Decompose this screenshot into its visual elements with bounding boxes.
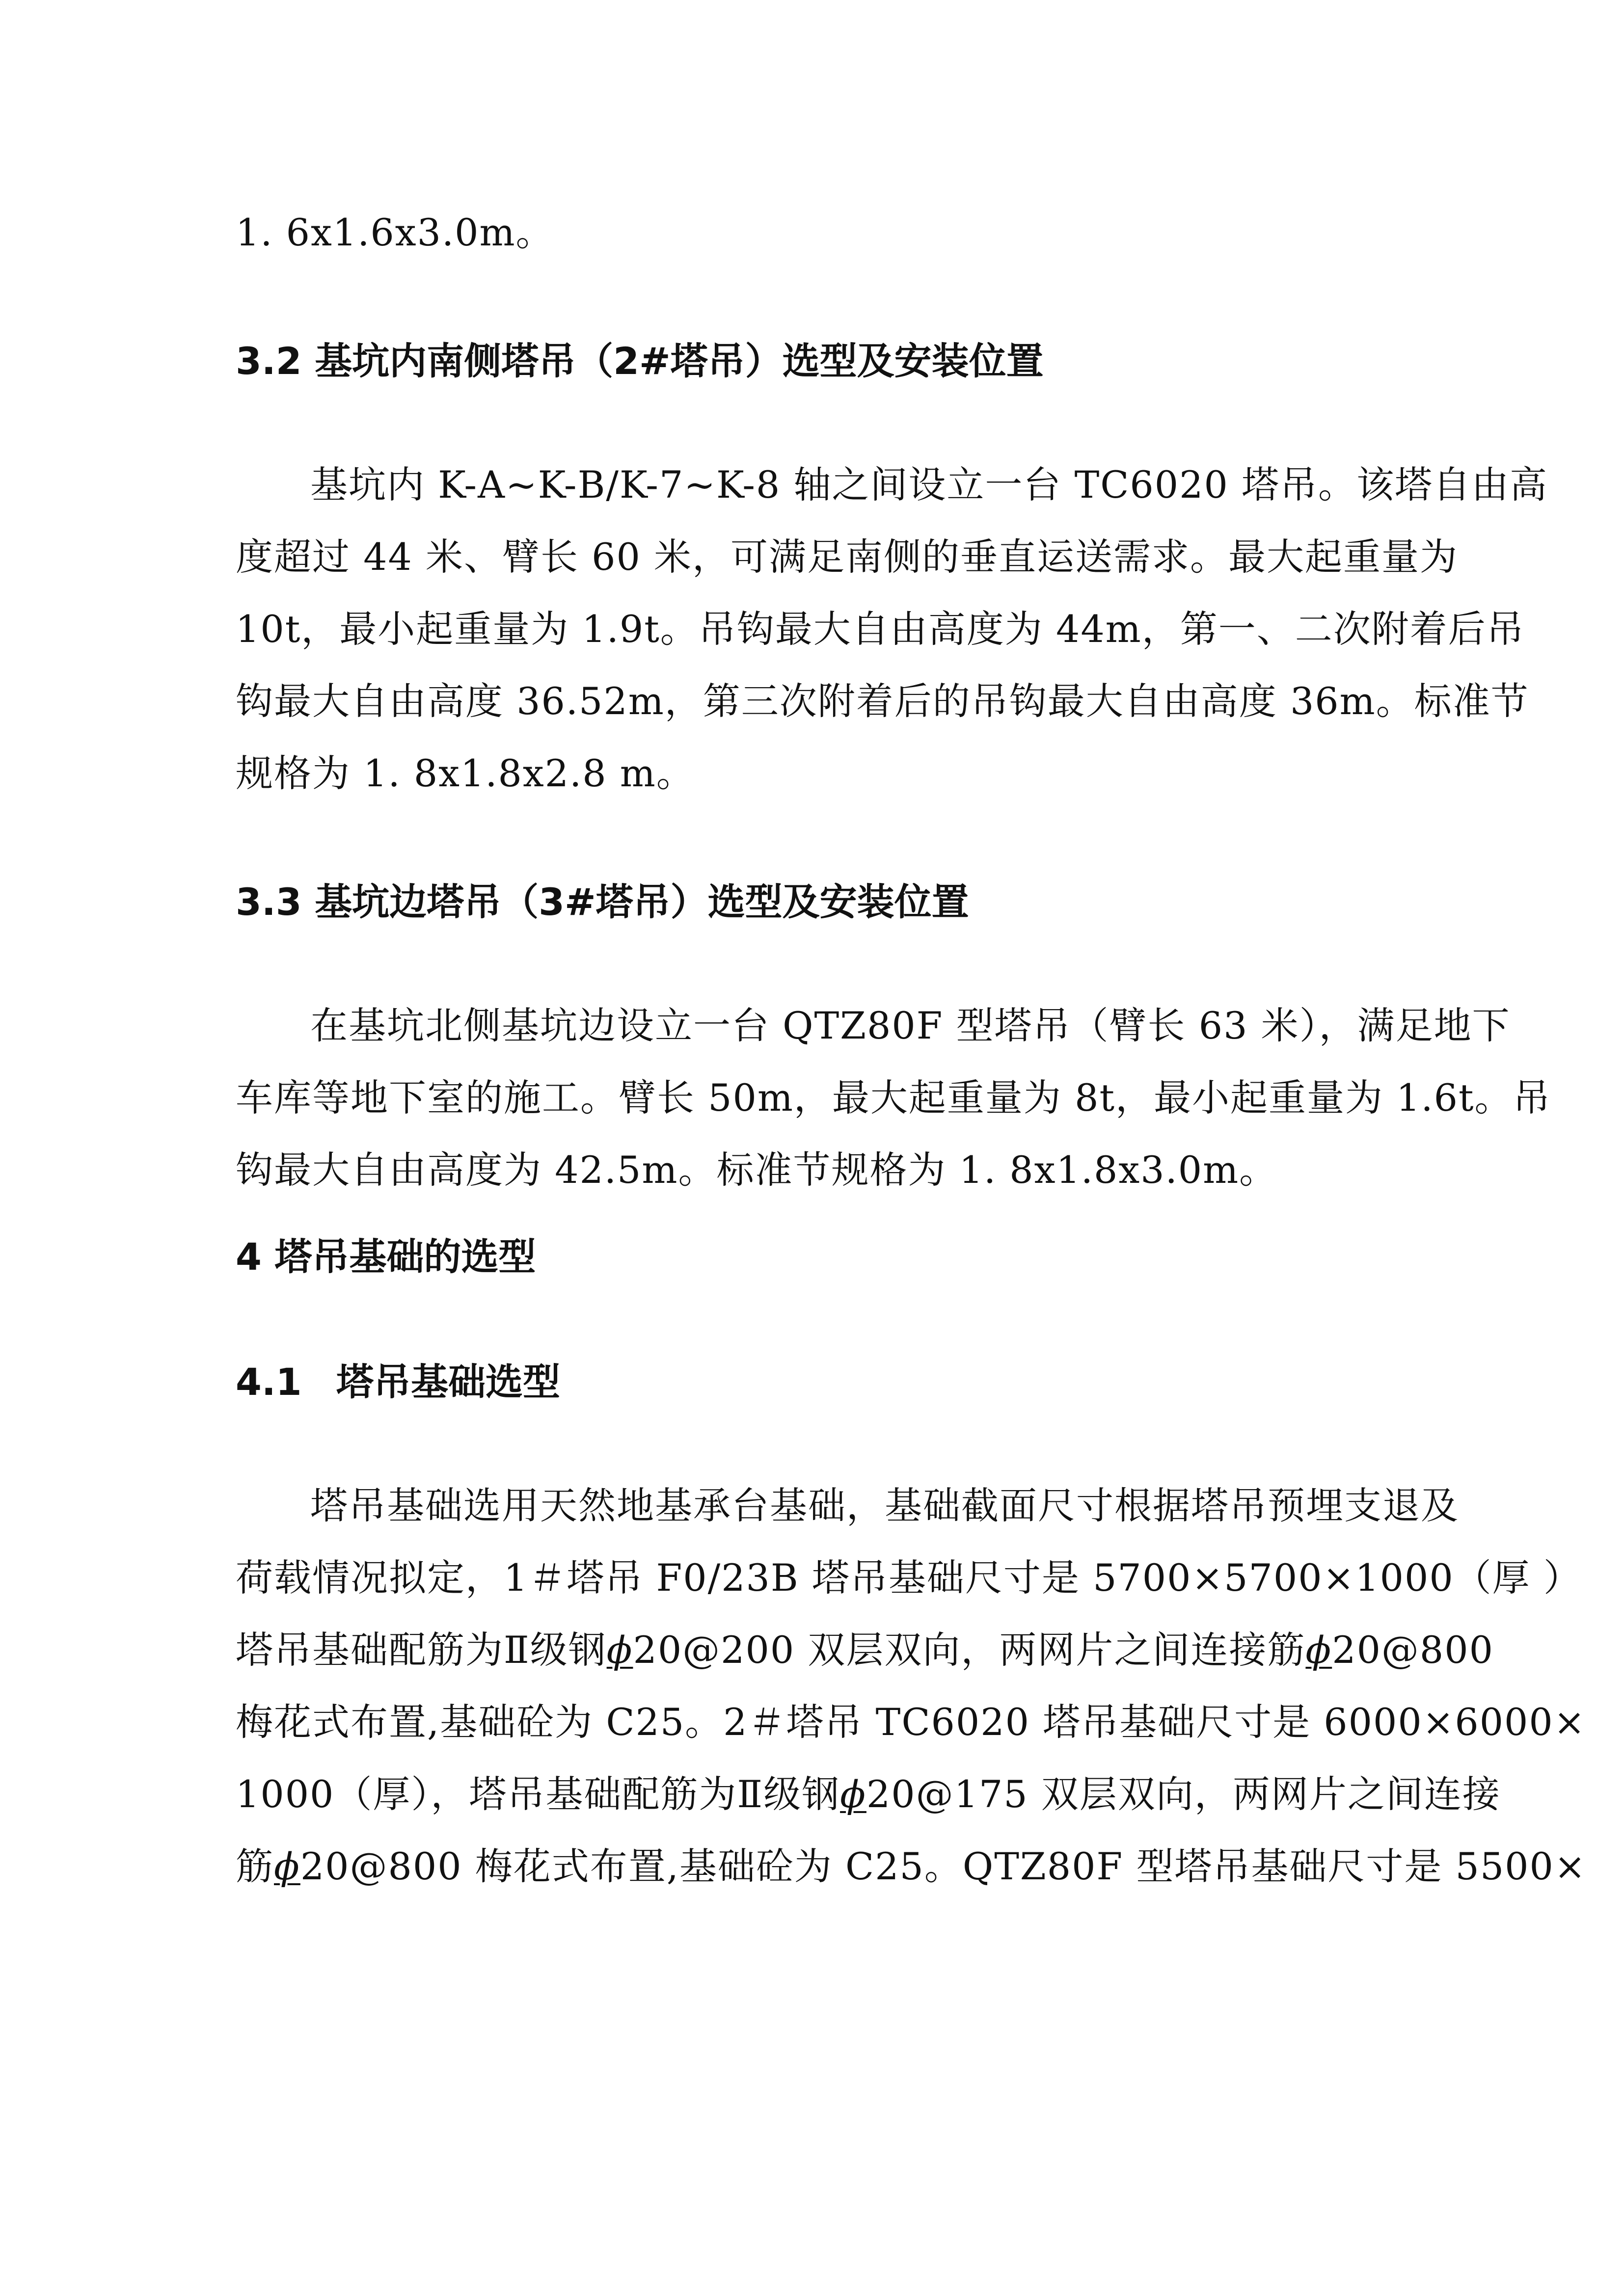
text-run: 20@175 双层双向，两网片之间连接	[866, 1772, 1501, 1816]
text-run: 20@800 梅花式布置,基础砼为 C25。QTZ80F 型塔吊基础尺寸是 5500×	[300, 1844, 1587, 1888]
text-line: 10t，最小起重量为 1.9t。吊钩最大自由高度为 44m，第一、二次附着后吊	[236, 607, 1525, 651]
text-line: 梅花式布置,基础砼为 C25。2＃塔吊 TC6020 塔吊基础尺寸是 6000×6000×	[236, 1700, 1586, 1744]
text-line: 1. 6x1.6x3.0m。	[236, 211, 554, 254]
heading-number: 4.1	[236, 1360, 302, 1404]
text-run: 塔吊基础配筋为Ⅱ级钢	[236, 1628, 607, 1672]
phi-symbol: ϕ	[606, 1628, 633, 1672]
text-run: 20@800	[1332, 1628, 1494, 1672]
text-line: 基坑内 K-A~K-B/K-7~K-8 轴之间设立一台 TC6020 塔吊。该塔自由高	[310, 463, 1548, 507]
section-heading-3-3: 3.3 基坑边塔吊（3#塔吊）选型及安装位置	[236, 880, 969, 924]
phi-symbol: ϕ	[274, 1844, 300, 1888]
phi-symbol: ϕ	[840, 1772, 866, 1816]
text-run: 20@200 双层双向，两网片之间连接筋	[633, 1628, 1306, 1672]
text-line	[236, 1758, 1501, 1830]
phi-symbol: ϕ	[1305, 1628, 1332, 1672]
section-heading-3-2: 3.2 基坑内南侧塔吊（2#塔吊）选型及安装位置	[236, 339, 1044, 383]
text-line	[236, 1830, 1587, 1902]
text-line: 钩最大自由高度 36.52m，第三次附着后的吊钩最大自由高度 36m。标准节	[236, 679, 1529, 723]
section-heading-4: 4 塔吊基础的选型	[236, 1235, 536, 1279]
heading-text: 塔吊基础选型	[336, 1360, 560, 1404]
text-line	[236, 1614, 1494, 1686]
document-body	[236, 196, 1587, 1902]
text-run: 筋	[236, 1844, 274, 1888]
text-line: 度超过 44 米、臂长 60 米，可满足南侧的垂直运送需求。最大起重量为	[236, 535, 1459, 579]
text-line: 钩最大自由高度为 42.5m。标准节规格为 1. 8x1.8x3.0m。	[236, 1148, 1278, 1192]
text-line: 荷载情况拟定，1＃塔吊 F0/23B 塔吊基础尺寸是 5700×5700×1000（厚 ）	[236, 1556, 1582, 1600]
text-line: 规格为 1. 8x1.8x2.8 m。	[236, 751, 695, 795]
text-line: 塔吊基础选用天然地基承台基础，基础截面尺寸根据塔吊预埋支退及	[310, 1484, 1459, 1527]
text-line: 车库等地下室的施工。臂长 50m，最大起重量为 8t，最小起重量为 1.6t。吊	[236, 1076, 1551, 1120]
section-heading-4-1	[236, 1346, 1480, 1418]
text-run: 1000（厚），塔吊基础配筋为Ⅱ级钢	[236, 1772, 840, 1816]
text-line: 在基坑北侧基坑边设立一台 QTZ80F 型塔吊（臂长 63 米），满足地下	[310, 1004, 1511, 1047]
